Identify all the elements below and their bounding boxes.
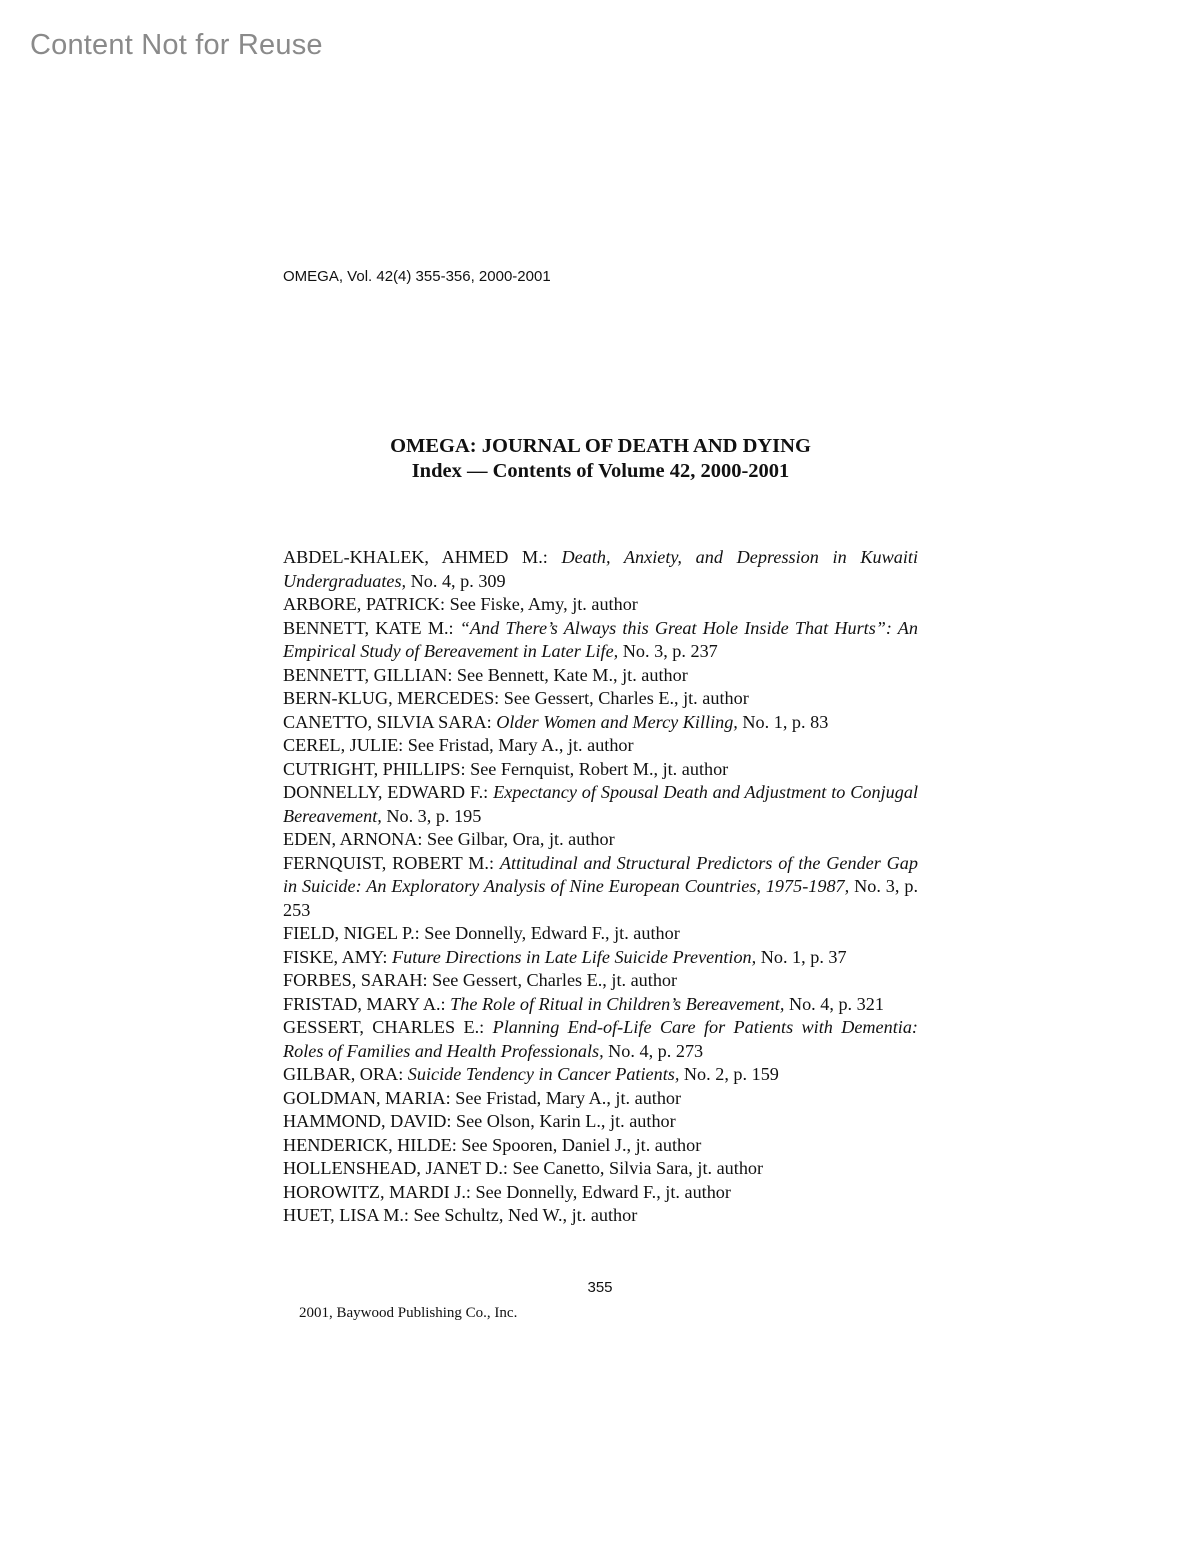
index-entry — [283, 828, 918, 852]
entry-reference: See Bennett, Kate M., jt. author — [456, 664, 688, 685]
running-head: OMEGA, Vol. 42(4) 355-356, 2000-2001 — [283, 268, 551, 285]
entry-reference: No. 4, p. 321 — [784, 993, 884, 1014]
index-entry — [283, 922, 918, 946]
index-entry — [283, 1181, 918, 1205]
entry-reference: See Olson, Karin L., jt. author — [455, 1111, 676, 1131]
entry-reference: See Fiske, Amy, jt. author — [449, 594, 638, 614]
index-entry — [283, 711, 918, 735]
entry-reference: See Gessert, Charles E., jt. author — [503, 688, 749, 708]
entry-title: “And There’s Always this Great Hole Inside That Hurts”: An Empirical Study of Bereavement in Later Life, — [283, 617, 918, 661]
entry-author: BERN-KLUG, MERCEDES: — [283, 688, 504, 708]
entry-reference: See Gessert, Charles E., jt. author — [432, 970, 678, 990]
entry-reference: See Donnelly, Edward F., jt. author — [424, 923, 680, 943]
index-entry — [283, 758, 918, 782]
entry-author: FISKE, AMY: — [283, 946, 392, 967]
entry-reference: See Gilbar, Ora, jt. author — [426, 829, 615, 849]
entry-reference: No. 3, p. 195 — [381, 805, 482, 826]
entry-title: Suicide Tendency in Cancer Patients, — [407, 1064, 680, 1084]
watermark: Content Not for Reuse — [30, 29, 323, 61]
entry-author: GILBAR, ORA: — [283, 1064, 408, 1084]
index-entry — [283, 993, 918, 1017]
index-entry — [283, 1157, 918, 1181]
entry-reference: No. 1, p. 83 — [737, 711, 829, 732]
index-title — [283, 434, 918, 484]
entry-author: ARBORE, PATRICK: — [283, 594, 450, 614]
entry-reference: See Schultz, Ned W., jt. author — [413, 1205, 638, 1225]
entry-author: CEREL, JULIE: — [283, 735, 408, 755]
entry-author: FIELD, NIGEL P.: — [283, 923, 425, 943]
entry-author: HOLLENSHEAD, JANET D.: — [283, 1158, 513, 1178]
entry-author: FRISTAD, MARY A.: — [283, 993, 451, 1014]
entry-reference: No. 3, p. 237 — [618, 641, 718, 661]
entry-author: DONNELLY, EDWARD F.: — [283, 782, 494, 802]
entry-author: GOLDMAN, MARIA: — [283, 1087, 456, 1108]
index-entry — [283, 1087, 918, 1111]
entry-author: HUET, LISA M.: — [283, 1205, 414, 1225]
entry-reference: See Fernquist, Robert M., jt. author — [470, 758, 729, 779]
index-subtitle: Index — Contents of Volume 42, 2000-2001 — [411, 460, 790, 482]
entry-reference: No. 1, p. 37 — [756, 946, 847, 967]
index-entry — [283, 946, 918, 970]
entry-title: Planning End-of-Life Care for Patients with Dementia: Roles of Families and Health Professionals, — [283, 1017, 918, 1061]
entry-reference: See Canetto, Silvia Sara, jt. author — [512, 1158, 764, 1178]
entry-author: FORBES, SARAH: — [283, 970, 433, 990]
entry-author: FERNQUIST, ROBERT M.: — [283, 852, 500, 873]
copyright-line: 2001, Baywood Publishing Co., Inc. — [299, 1305, 518, 1321]
entry-reference: No. 2, p. 159 — [679, 1064, 779, 1084]
index-entry — [283, 1134, 918, 1158]
entry-author: CANETTO, SILVIA SARA: — [283, 711, 497, 732]
page-number: 355 — [587, 1279, 613, 1296]
index-entry — [283, 664, 918, 688]
index-entry — [283, 852, 918, 923]
index-entry — [283, 1016, 918, 1063]
index-entry — [283, 1063, 918, 1087]
index-entry — [283, 593, 918, 617]
entry-author: CUTRIGHT, PHILLIPS: — [283, 758, 471, 779]
entry-author: HENDERICK, HILDE: — [283, 1134, 462, 1155]
entry-reference: No. 4, p. 309 — [406, 570, 506, 591]
index-entry — [283, 969, 918, 993]
entry-author: EDEN, ARNONA: — [283, 829, 427, 849]
entry-reference: See Fristad, Mary A., jt. author — [407, 735, 634, 755]
entry-author: BENNETT, GILLIAN: — [283, 664, 457, 685]
entry-reference: No. 4, p. 273 — [603, 1040, 704, 1061]
entry-title: Future Directions in Late Life Suicide Prevention, — [392, 946, 757, 967]
index-entry — [283, 734, 918, 758]
entry-author: HAMMOND, DAVID: — [283, 1111, 456, 1131]
entry-title: Attitudinal and Structural Predictors of the Gender Gap in Suicide: An Exploratory Analysis of Nine European Countries, 1975-1987, — [283, 852, 918, 896]
index-entry — [283, 781, 918, 828]
entry-title: Expectancy of Spousal Death and Adjustment to Conjugal Bereavement, — [283, 782, 918, 826]
index-entry — [283, 1204, 918, 1228]
entry-title: The Role of Ritual in Children’s Bereavement, — [450, 993, 785, 1014]
entry-author: ABDEL-KHALEK, AHMED M.: — [283, 547, 562, 567]
entry-reference: See Spooren, Daniel J., jt. author — [461, 1134, 702, 1155]
index-entry — [283, 617, 918, 664]
index-entry — [283, 546, 918, 593]
entry-author: HOROWITZ, MARDI J.: — [283, 1181, 476, 1202]
entry-title: Older Women and Mercy Killing, — [496, 711, 738, 732]
index-entries — [283, 546, 918, 1228]
entry-reference: See Donnelly, Edward F., jt. author — [475, 1181, 731, 1202]
index-entry — [283, 1110, 918, 1134]
entry-author: BENNETT, KATE M.: — [283, 617, 460, 638]
journal-title: OMEGA: JOURNAL OF DEATH AND DYING — [390, 435, 811, 457]
entry-title: Death, Anxiety, and Depression in Kuwaiti Undergraduates, — [283, 547, 918, 591]
entry-reference: See Fristad, Mary A., jt. author — [455, 1087, 682, 1108]
index-entry — [283, 687, 918, 711]
entry-reference: No. 3, p. 253 — [283, 876, 918, 920]
entry-author: GESSERT, CHARLES E.: — [283, 1017, 493, 1037]
